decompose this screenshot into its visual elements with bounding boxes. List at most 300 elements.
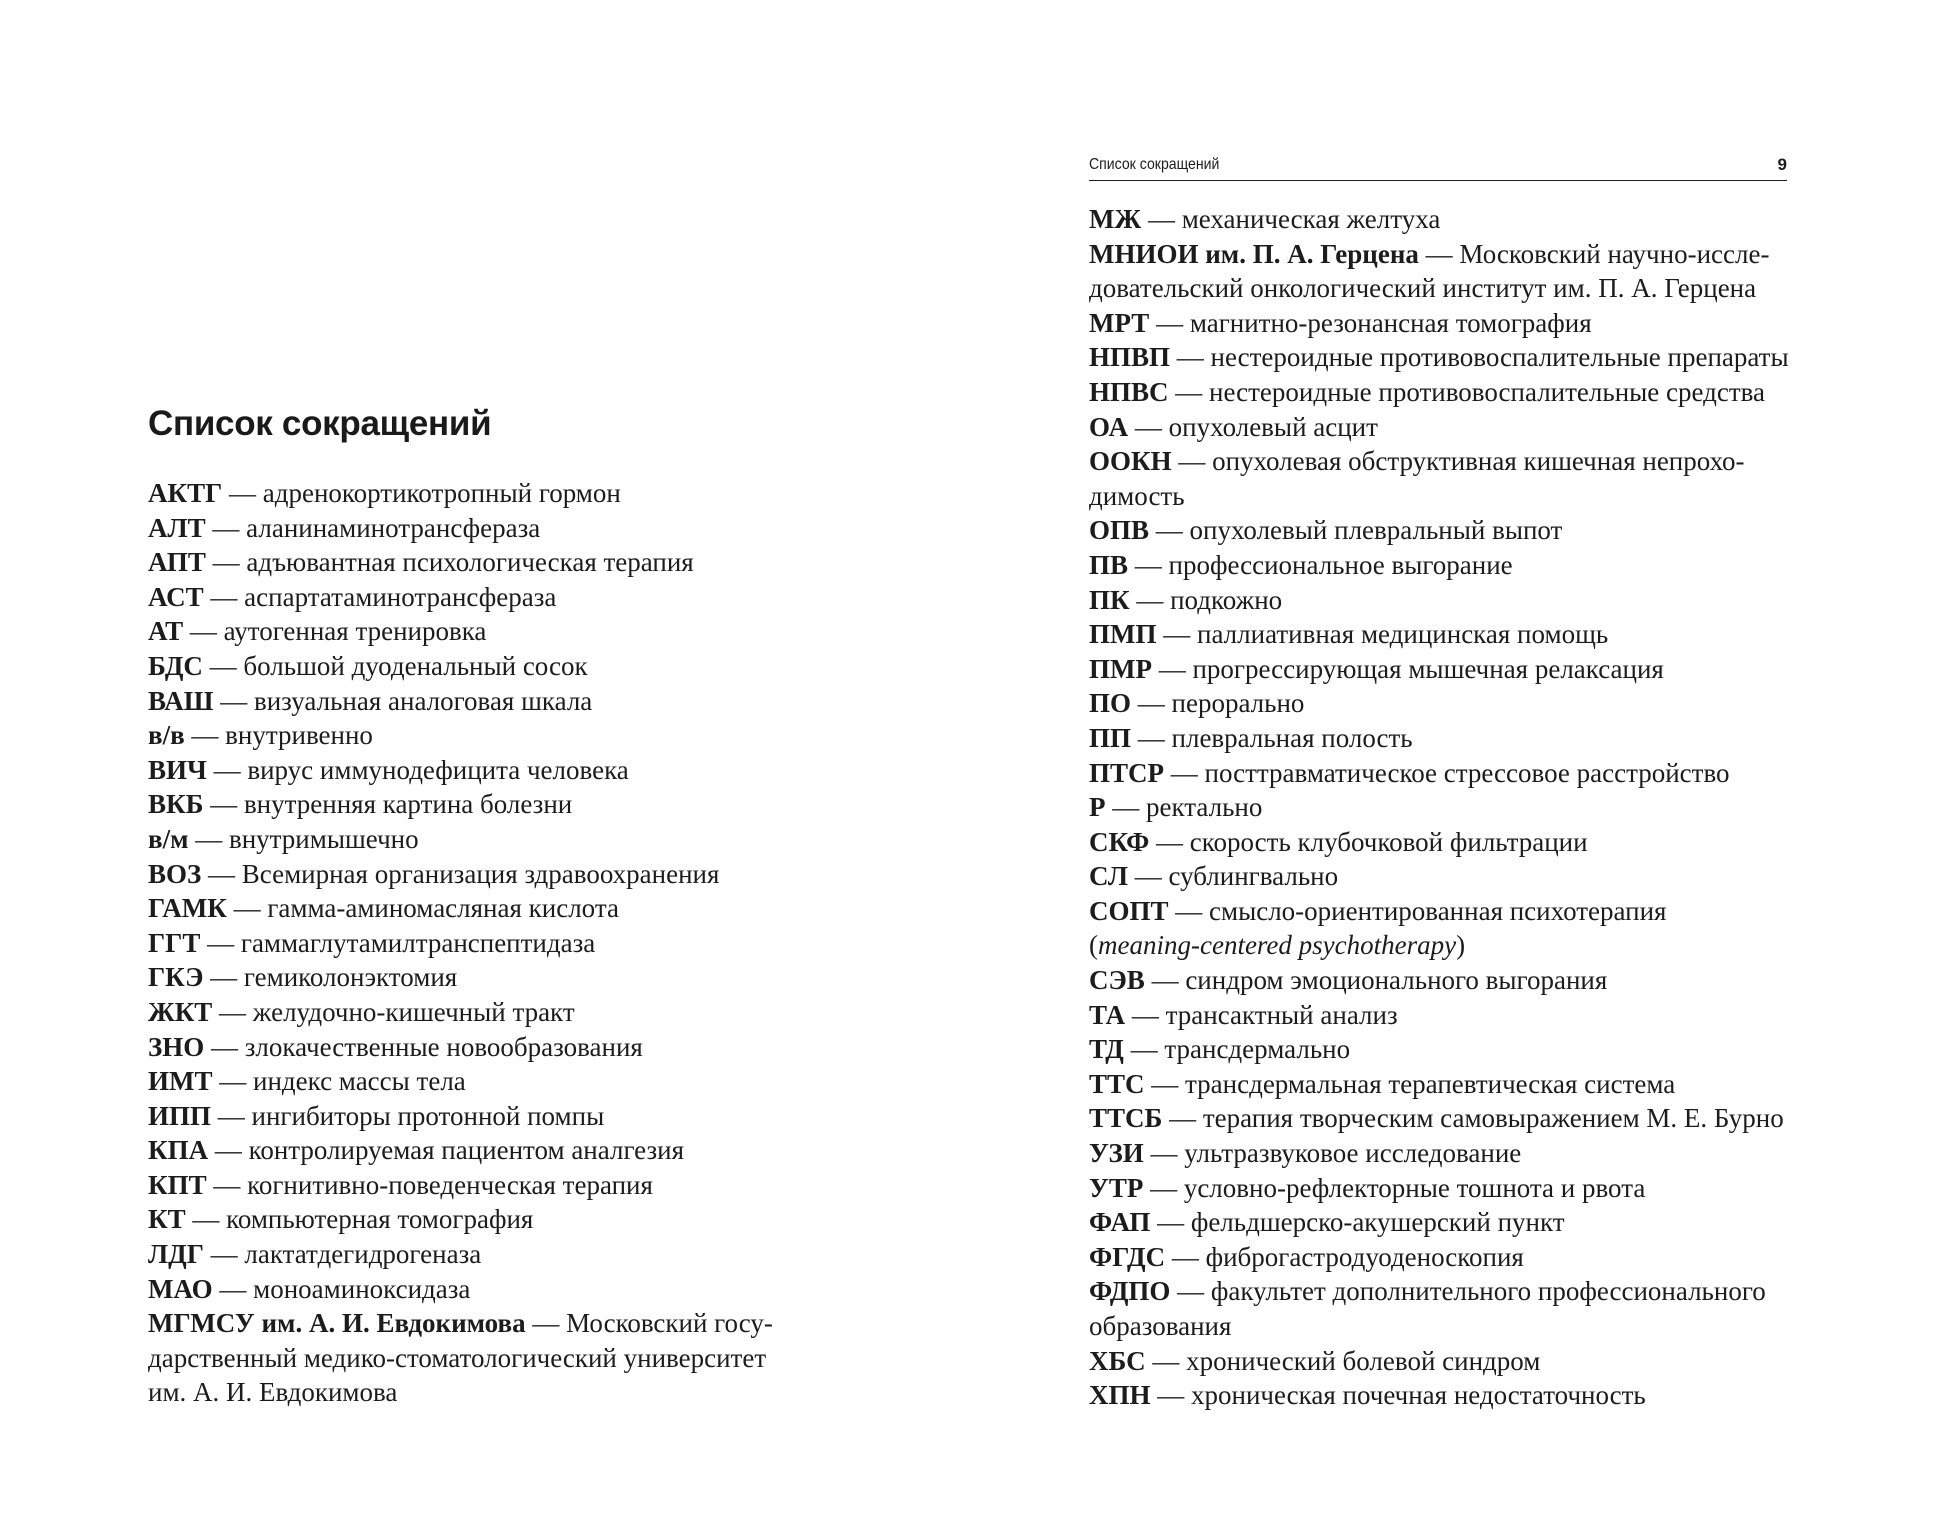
entry-dash: —: [1150, 1207, 1191, 1238]
abbreviation-term: ФДПО: [1089, 1276, 1171, 1307]
entry-line: [148, 545, 808, 580]
entry-line: [1089, 686, 1809, 721]
entry-line: [1089, 513, 1809, 548]
entry-line: [148, 1237, 808, 1272]
entry-line: [1089, 652, 1809, 687]
abbreviation-entry: [148, 545, 808, 580]
entry-dash: —: [203, 1239, 245, 1270]
abbreviation-entry: [1089, 1101, 1809, 1136]
abbreviation-entry: [148, 787, 808, 822]
abbreviation-term: ГГТ: [148, 927, 201, 958]
entry-line: [1089, 721, 1809, 756]
abbreviation-term: ГАМК: [148, 893, 227, 924]
abbreviation-definition: внутренняя картина болезни: [243, 789, 573, 820]
abbreviation-entry: [148, 684, 808, 719]
entry-dash: —: [208, 1135, 249, 1166]
close-parenthesis: ): [1456, 930, 1466, 961]
entry-line: [148, 1030, 808, 1065]
abbreviation-definition: дарственный медико-стоматологический университет: [148, 1342, 767, 1373]
entry-dash: —: [202, 650, 244, 681]
entry-line: [148, 580, 808, 615]
abbreviation-term: ОПВ: [1089, 515, 1150, 546]
abbreviation-entry: [1089, 513, 1809, 548]
abbreviation-definition: компьютерная томография: [226, 1204, 534, 1235]
entry-line: [1089, 1136, 1809, 1171]
entry-dash: —: [213, 685, 254, 716]
entry-dash: —: [1156, 619, 1197, 650]
entry-line: [148, 1133, 808, 1168]
entry-line: [1089, 756, 1809, 791]
entry-line: [1089, 1032, 1809, 1067]
entry-line: [1089, 963, 1809, 998]
abbreviation-entry: [148, 718, 808, 753]
entry-dash: —: [1149, 307, 1190, 338]
abbreviation-entry: [1089, 998, 1809, 1033]
entry-dash: —: [1144, 965, 1186, 996]
abbreviation-entry: [1089, 894, 1809, 963]
abbreviation-definition: гаммаглутамилтранспептидаза: [240, 927, 596, 958]
entry-line: [1089, 617, 1809, 652]
abbreviation-entry: [148, 1064, 808, 1099]
abbreviation-definition: внутривенно: [225, 720, 373, 751]
entry-dash: —: [1128, 411, 1169, 442]
entry-line: [148, 857, 808, 892]
abbreviation-definition: адренокортикотропный гормон: [262, 478, 621, 508]
abbreviation-entry: [148, 1306, 808, 1410]
entry-dash: —: [212, 1273, 254, 1304]
entry-line: [1089, 1344, 1809, 1379]
entry-line: [148, 1202, 808, 1237]
abbreviation-term: УЗИ: [1089, 1138, 1144, 1169]
abbreviation-entry: [148, 1099, 808, 1134]
abbreviation-entry: [148, 580, 808, 615]
entry-line: [1089, 998, 1809, 1033]
abbreviation-entry: [1089, 1378, 1809, 1413]
entry-dash: —: [1145, 1345, 1187, 1376]
abbreviation-definition: опухолевый плевральный выпот: [1189, 515, 1563, 546]
entry-dash: —: [525, 1308, 567, 1339]
abbreviation-definition: факультет дополнительного профессионального: [1210, 1276, 1766, 1307]
abbreviation-definition: терапия творческим самовыражением М. Е. Бурно: [1202, 1103, 1784, 1134]
abbreviation-definition: лактатдегидрогеназа: [244, 1239, 482, 1270]
entry-line: [148, 614, 808, 649]
abbreviation-entry: [1089, 202, 1809, 237]
entry-line: [148, 891, 808, 926]
abbreviation-entry: [1089, 410, 1809, 445]
abbreviation-definition: злокачественные новообразования: [244, 1031, 643, 1062]
abbreviation-entry: [148, 960, 808, 995]
entry-dash: —: [206, 1169, 248, 1200]
entry-dash: —: [222, 478, 263, 508]
entry-dash: —: [1149, 515, 1190, 546]
abbreviation-list-right: [1089, 202, 1809, 1413]
abbreviation-definition: фиброгастродуоденоскопия: [1205, 1241, 1524, 1272]
entry-dash: —: [1141, 204, 1182, 234]
abbreviation-entry: [1089, 686, 1809, 721]
abbreviation-term: КТ: [148, 1204, 186, 1235]
abbreviation-definition: желудочно-кишечный тракт: [252, 996, 575, 1027]
entry-line: [148, 1272, 808, 1307]
entry-dash: —: [1164, 757, 1205, 788]
entry-line: [148, 476, 808, 511]
abbreviation-term: ТТС: [1089, 1068, 1145, 1099]
entry-dash: —: [203, 962, 244, 993]
entry-line: [1089, 479, 1809, 514]
entry-dash: —: [1131, 722, 1172, 753]
abbreviation-term: ПМП: [1089, 619, 1157, 650]
entry-dash: —: [188, 823, 229, 854]
abbreviation-entry: [1089, 1171, 1809, 1206]
abbreviation-definition: визуальная аналоговая шкала: [253, 685, 593, 716]
abbreviation-term: ГКЭ: [148, 962, 204, 993]
entry-line: [148, 753, 808, 788]
entry-line: [148, 1099, 808, 1134]
abbreviation-entry: [148, 476, 808, 511]
abbreviation-definition: контролируемая пациентом аналгезия: [248, 1135, 685, 1166]
entry-dash: —: [184, 720, 226, 751]
abbreviation-entry: [1089, 1067, 1809, 1102]
abbreviation-term: ТТСБ: [1089, 1103, 1163, 1134]
abbreviation-term: ВАШ: [148, 685, 214, 716]
abbreviation-definition: гемиколонэктомия: [243, 962, 458, 993]
abbreviation-entry: [148, 1133, 808, 1168]
abbreviation-definition: перорально: [1171, 688, 1305, 719]
abbreviation-term: ЗНО: [148, 1031, 205, 1062]
abbreviation-entry: [1089, 756, 1809, 791]
entry-dash: —: [206, 754, 248, 785]
abbreviation-entry: [1089, 652, 1809, 687]
entry-line: [1089, 790, 1809, 825]
abbreviation-entry: [1089, 444, 1809, 513]
abbreviation-definition: Всемирная организация здравоохранения: [241, 858, 720, 889]
abbreviation-entry: [1089, 721, 1809, 756]
entry-line: [1089, 410, 1809, 445]
entry-dash: —: [1150, 1380, 1192, 1411]
abbreviation-term: СЛ: [1089, 861, 1128, 892]
abbreviation-definition: ультразвуковое исследование: [1184, 1138, 1522, 1169]
abbreviation-definition: моноаминоксидаза: [253, 1273, 471, 1304]
abbreviation-term: ПО: [1089, 688, 1132, 719]
abbreviation-entry: [148, 649, 808, 684]
entry-line: [1089, 271, 1809, 306]
abbreviation-definition: плевральная полость: [1171, 722, 1413, 753]
entry-line: [148, 649, 808, 684]
abbreviation-definition: магнитно-резонансная томография: [1189, 307, 1592, 338]
english-term: meaning-centered psychotherapy: [1098, 930, 1457, 961]
entry-line: [148, 1341, 808, 1376]
abbreviation-definition: Московский госу-: [566, 1308, 773, 1339]
abbreviation-entry: [1089, 859, 1809, 894]
entry-line: [1089, 237, 1809, 272]
abbreviation-definition: опухолевый асцит: [1168, 411, 1378, 442]
entry-dash: —: [1125, 999, 1166, 1030]
abbreviation-definition: синдром эмоционального выгорания: [1185, 965, 1608, 996]
running-title: Список сокращений: [1089, 156, 1220, 173]
abbreviation-term: ХБС: [1089, 1345, 1146, 1376]
entry-dash: —: [1127, 861, 1169, 892]
entry-dash: —: [1162, 1103, 1203, 1134]
page-heading: Список сокращений: [148, 404, 492, 443]
abbreviation-definition: профессиональное выгорание: [1168, 549, 1513, 580]
abbreviation-entry: [1089, 963, 1809, 998]
entry-dash: —: [203, 581, 245, 612]
abbreviation-list-left: [148, 476, 808, 1410]
entry-line: [1089, 548, 1809, 583]
entry-line: [148, 926, 808, 961]
abbreviation-entry: [148, 1272, 808, 1307]
abbreviation-definition: индекс массы тела: [253, 1066, 466, 1097]
entry-dash: —: [1131, 688, 1172, 719]
abbreviation-definition: хроническая почечная недостаточность: [1191, 1380, 1646, 1411]
entry-line: [1089, 1240, 1809, 1275]
abbreviation-term: ПМР: [1089, 653, 1152, 684]
abbreviation-entry: [1089, 1136, 1809, 1171]
entry-line: [148, 787, 808, 822]
abbreviation-entry: [1089, 237, 1809, 306]
entry-line: [148, 822, 808, 857]
abbreviation-entry: [1089, 1274, 1809, 1343]
abbreviation-entry: [148, 1202, 808, 1237]
abbreviation-definition: Московский научно-иссле-: [1459, 238, 1770, 269]
entry-dash: —: [212, 1066, 253, 1097]
abbreviation-definition: фельдшерско-акушерский пункт: [1190, 1207, 1565, 1238]
entry-line: [1089, 928, 1809, 963]
entry-line: [148, 995, 808, 1030]
entry-line: [1089, 1101, 1809, 1136]
entry-dash: —: [1149, 826, 1190, 857]
abbreviation-entry: [1089, 617, 1809, 652]
abbreviation-term: АКТГ: [148, 478, 223, 508]
abbreviation-definition: аланинаминотрансфераза: [246, 512, 541, 543]
abbreviation-entry: [1089, 375, 1809, 410]
entry-dash: —: [1105, 792, 1146, 823]
abbreviation-term: ПП: [1089, 722, 1132, 753]
entry-line: [148, 1375, 808, 1410]
abbreviation-definition: ингибиторы протонной помпы: [251, 1100, 605, 1131]
entry-dash: —: [205, 512, 247, 543]
abbreviation-term: СКФ: [1089, 826, 1150, 857]
abbreviation-term: ЖКТ: [148, 996, 213, 1027]
entry-line: [148, 684, 808, 719]
abbreviation-entry: [148, 926, 808, 961]
entry-dash: —: [1168, 895, 1210, 926]
entry-line: [1089, 1309, 1809, 1344]
abbreviation-definition: подкожно: [1170, 584, 1283, 615]
entry-line: [148, 1306, 808, 1341]
entry-line: [1089, 1205, 1809, 1240]
abbreviation-term: МНИОИ им. П. А. Герцена: [1089, 238, 1419, 269]
entry-line: [1089, 825, 1809, 860]
abbreviation-entry: [148, 614, 808, 649]
abbreviation-definition: довательский онкологический институт им. П. А. Герцена: [1089, 273, 1757, 304]
abbreviation-definition: аспартатаминотрансфераза: [244, 581, 557, 612]
abbreviation-term: ВОЗ: [148, 858, 202, 889]
abbreviation-entry: [1089, 548, 1809, 583]
abbreviation-term: БДС: [148, 650, 203, 681]
abbreviation-term: ХПН: [1089, 1380, 1151, 1411]
abbreviation-term: АТ: [148, 616, 184, 647]
entry-dash: —: [203, 789, 244, 820]
open-parenthesis: (: [1089, 930, 1098, 961]
abbreviation-term: ФАП: [1089, 1207, 1151, 1238]
abbreviation-definition: когнитивно-поведенческая терапия: [247, 1169, 653, 1200]
abbreviation-definition: прогрессирующая мышечная релаксация: [1192, 653, 1664, 684]
running-head: [1089, 152, 1787, 181]
abbreviation-term: АЛТ: [148, 512, 206, 543]
entry-line: [1089, 583, 1809, 618]
abbreviation-entry: [1089, 1205, 1809, 1240]
entry-dash: —: [183, 616, 224, 647]
abbreviation-term: ВКБ: [148, 789, 204, 820]
entry-dash: —: [1144, 1068, 1186, 1099]
abbreviation-term: ПК: [1089, 584, 1130, 615]
entry-line: [148, 718, 808, 753]
entry-line: [1089, 444, 1809, 479]
entry-line: [1089, 1067, 1809, 1102]
abbreviation-definition: посттравматическое стрессовое расстройство: [1204, 757, 1730, 788]
entry-dash: —: [1165, 1241, 1206, 1272]
abbreviation-term: МРТ: [1089, 307, 1150, 338]
abbreviation-term: ООКН: [1089, 446, 1172, 477]
abbreviation-definition: нестероидные противовоспалительные препараты: [1210, 342, 1789, 373]
abbreviation-entry: [1089, 825, 1809, 860]
abbreviation-term: СОПТ: [1089, 895, 1169, 926]
entry-dash: —: [226, 893, 268, 924]
abbreviation-definition: ректально: [1146, 792, 1263, 823]
abbreviation-term: УТР: [1089, 1172, 1144, 1203]
abbreviation-definition: смысло-ориентированная психотерапия: [1209, 895, 1667, 926]
abbreviation-entry: [148, 511, 808, 546]
entry-dash: —: [205, 547, 247, 578]
abbreviation-definition: большой дуоденальный сосок: [243, 650, 588, 681]
entry-dash: —: [204, 1031, 245, 1062]
abbreviation-term: АПТ: [148, 547, 206, 578]
abbreviation-term: ПВ: [1089, 549, 1129, 580]
abbreviation-entry: [148, 822, 808, 857]
entry-dash: —: [1123, 1034, 1165, 1065]
abbreviation-term: МГМСУ им. А. И. Евдокимова: [148, 1308, 526, 1339]
abbreviation-definition: опухолевая обструктивная кишечная непрохо-: [1212, 446, 1745, 477]
entry-line: [148, 1168, 808, 1203]
abbreviation-definition: адъювантная психологическая терапия: [246, 547, 694, 578]
entry-line: [1089, 1378, 1809, 1413]
abbreviation-term: ТД: [1089, 1034, 1124, 1065]
entry-dash: —: [1170, 1276, 1211, 1307]
abbreviation-entry: [148, 753, 808, 788]
right-page: [973, 0, 1946, 1536]
abbreviation-entry: [148, 995, 808, 1030]
abbreviation-definition: условно-рефлекторные тошнота и рвота: [1183, 1172, 1646, 1203]
abbreviation-definition: трансдермально: [1164, 1034, 1351, 1065]
abbreviation-term: в/в: [148, 720, 185, 751]
entry-line: [1089, 202, 1809, 237]
abbreviation-term: ЛДГ: [148, 1239, 204, 1270]
abbreviation-term: в/м: [148, 823, 189, 854]
entry-dash: —: [1171, 446, 1213, 477]
entry-dash: —: [1143, 1138, 1185, 1169]
abbreviation-entry: [1089, 1344, 1809, 1379]
abbreviation-definition: вирус иммунодефицита человека: [247, 754, 629, 785]
entry-line: [148, 1064, 808, 1099]
abbreviation-term: МЖ: [1089, 204, 1142, 234]
abbreviation-entry: [148, 1030, 808, 1065]
entry-dash: —: [201, 858, 242, 889]
entry-dash: —: [185, 1204, 227, 1235]
entry-line: [1089, 306, 1809, 341]
entry-line: [1089, 1274, 1809, 1309]
abbreviation-entry: [1089, 306, 1809, 341]
abbreviation-term: ИМТ: [148, 1066, 213, 1097]
abbreviation-definition: механическая желтуха: [1181, 204, 1441, 234]
abbreviation-definition: сублингвально: [1168, 861, 1339, 892]
entry-line: [148, 511, 808, 546]
entry-dash: —: [1129, 584, 1171, 615]
abbreviation-definition: аутогенная тренировка: [223, 616, 487, 647]
abbreviation-term: Р: [1089, 792, 1106, 823]
abbreviation-entry: [1089, 1032, 1809, 1067]
entry-dash: —: [200, 927, 241, 958]
abbreviation-term: СЭВ: [1089, 965, 1145, 996]
abbreviation-term: ФГДС: [1089, 1241, 1166, 1272]
entry-dash: —: [1128, 549, 1169, 580]
abbreviation-definition: им. А. И. Евдокимова: [148, 1377, 398, 1408]
abbreviation-term: КПТ: [148, 1169, 207, 1200]
abbreviation-definition: трансдермальная терапевтическая система: [1185, 1068, 1676, 1099]
entry-dash: —: [1168, 376, 1210, 407]
entry-line: [1089, 894, 1809, 929]
abbreviation-definition: нестероидные противовоспалительные средства: [1209, 376, 1766, 407]
abbreviation-entry: [148, 891, 808, 926]
page-number: 9: [1777, 155, 1787, 174]
abbreviation-entry: [148, 1237, 808, 1272]
abbreviation-entry: [1089, 790, 1809, 825]
entry-dash: —: [1143, 1172, 1184, 1203]
entry-dash: —: [1151, 653, 1193, 684]
abbreviation-definition: трансактный анализ: [1165, 999, 1398, 1030]
abbreviation-definition: внутримышечно: [228, 823, 419, 854]
abbreviation-term: ВИЧ: [148, 754, 207, 785]
entry-line: [148, 960, 808, 995]
abbreviation-definition: хронический болевой синдром: [1186, 1345, 1541, 1376]
abbreviation-definition: скорость клубочковой фильтрации: [1189, 826, 1588, 857]
abbreviation-entry: [148, 1168, 808, 1203]
abbreviation-term: НПВП: [1089, 342, 1171, 373]
abbreviation-definition: образования: [1089, 1311, 1232, 1341]
abbreviation-term: ПТСР: [1089, 757, 1165, 788]
entry-line: [1089, 375, 1809, 410]
abbreviation-term: КПА: [148, 1135, 209, 1166]
abbreviation-term: АСТ: [148, 581, 204, 612]
abbreviation-term: МАО: [148, 1273, 213, 1304]
abbreviation-definition: димость: [1089, 480, 1185, 511]
entry-dash: —: [1418, 238, 1460, 269]
abbreviation-definition: гамма-аминомасляная кислота: [267, 893, 619, 924]
abbreviation-entry: [1089, 340, 1809, 375]
abbreviation-term: НПВС: [1089, 376, 1169, 407]
entry-line: [1089, 859, 1809, 894]
abbreviation-entry: [1089, 1240, 1809, 1275]
entry-line: [1089, 340, 1809, 375]
entry-dash: —: [211, 1100, 252, 1131]
entry-dash: —: [1170, 342, 1211, 373]
abbreviation-entry: [1089, 583, 1809, 618]
abbreviation-term: ТА: [1089, 999, 1126, 1030]
abbreviation-term: ОА: [1089, 411, 1129, 442]
entry-dash: —: [212, 996, 253, 1027]
abbreviation-definition: паллиативная медицинская помощь: [1197, 619, 1609, 650]
entry-line: [1089, 1171, 1809, 1206]
abbreviation-entry: [148, 857, 808, 892]
